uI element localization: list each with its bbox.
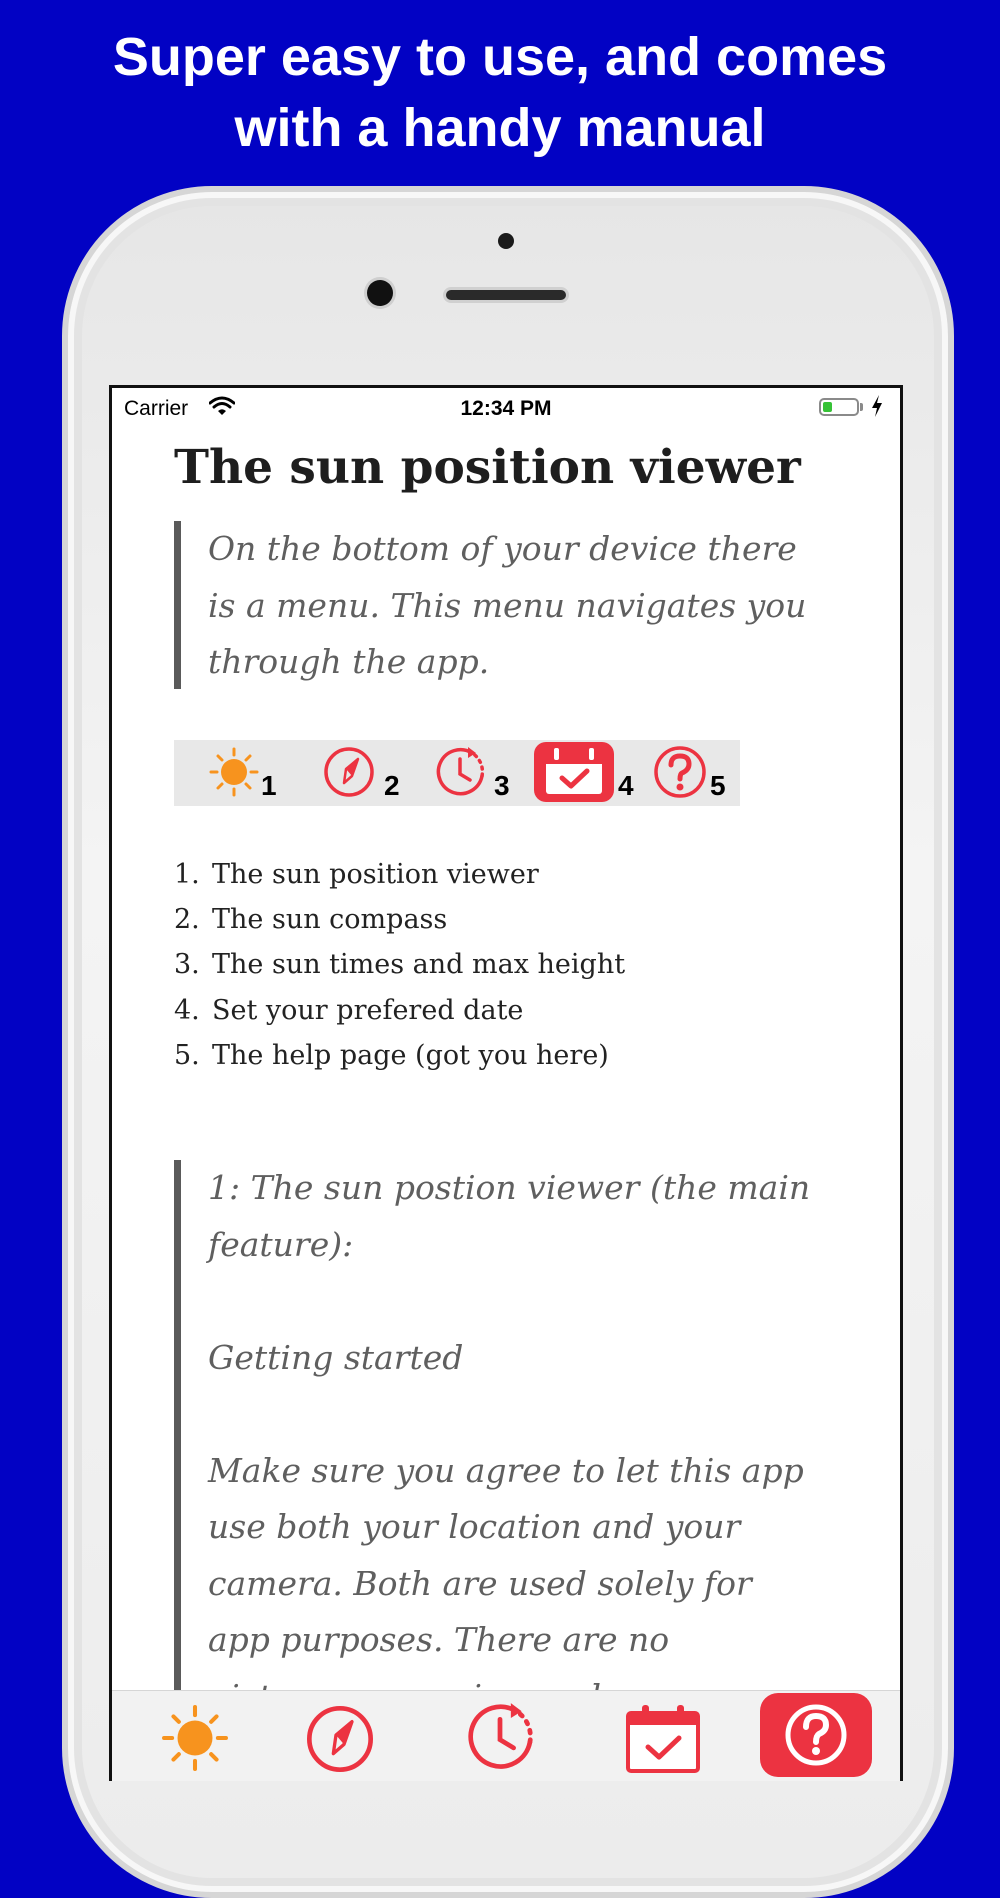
intro-quote bbox=[174, 521, 814, 689]
calendar-check-icon bbox=[534, 742, 614, 802]
calendar-check-icon bbox=[624, 1703, 702, 1775]
clock-icon bbox=[432, 744, 488, 800]
section-heading: 1: The sun postion viewer (the main feature): bbox=[208, 1168, 811, 1264]
section-body: Make sure you agree to let this app use both your location and your camera. Both are used solely for app purposes. There are no bbox=[208, 1450, 804, 1659]
battery-icon bbox=[819, 398, 859, 416]
menu-legend bbox=[174, 740, 740, 806]
sun-icon bbox=[160, 1703, 230, 1773]
help-icon bbox=[652, 744, 708, 800]
list-item: 2. The sun compass bbox=[174, 904, 448, 936]
charging-bolt-icon bbox=[870, 394, 884, 418]
legend-number: 1 bbox=[261, 770, 277, 801]
section-subheading: Getting started bbox=[208, 1337, 464, 1377]
status-time: 12:34 PM bbox=[460, 397, 552, 420]
phone-sensor bbox=[498, 233, 514, 249]
list-item: 3. The sun times and max height bbox=[174, 949, 626, 981]
legend-number: 2 bbox=[384, 770, 400, 801]
menu-steps-list bbox=[174, 852, 625, 1078]
compass-icon bbox=[322, 745, 376, 799]
battery-nub bbox=[860, 403, 863, 411]
help-icon bbox=[760, 1693, 872, 1777]
tab-sun-viewer[interactable] bbox=[160, 1697, 230, 1777]
legend-item-calendar bbox=[534, 740, 634, 806]
status-bar bbox=[112, 388, 900, 428]
phone-camera bbox=[367, 280, 393, 306]
tab-bar bbox=[112, 1690, 900, 1781]
legend-number: 4 bbox=[618, 770, 634, 801]
legend-item-clock bbox=[432, 740, 512, 806]
list-item: 4. Set your prefered date bbox=[174, 994, 524, 1026]
phone-screen bbox=[109, 385, 903, 1781]
marketing-headline bbox=[0, 22, 1000, 164]
intro-text: On the bottom of your device there is a menu. This menu navigates you through the app. bbox=[208, 529, 807, 681]
legend-number: 5 bbox=[710, 770, 726, 801]
section-quote bbox=[174, 1160, 814, 1781]
headline-line-1: Super easy to use, and comes bbox=[112, 27, 888, 87]
legend-item-help bbox=[652, 740, 737, 806]
clock-icon bbox=[462, 1699, 538, 1775]
carrier-label: Carrier bbox=[124, 397, 189, 420]
tab-sun-times[interactable] bbox=[462, 1697, 538, 1777]
headline-line-2: with a handy manual bbox=[234, 98, 766, 158]
tab-date[interactable] bbox=[624, 1697, 702, 1777]
legend-item-sun bbox=[208, 740, 278, 806]
phone-earpiece bbox=[446, 290, 566, 300]
tab-compass[interactable] bbox=[304, 1697, 376, 1777]
page-title: The sun position viewer bbox=[174, 440, 801, 495]
list-item: 5. The help page (got you here) bbox=[174, 1039, 609, 1071]
tab-help[interactable] bbox=[760, 1693, 872, 1777]
legend-number: 3 bbox=[494, 770, 510, 801]
list-item: 1. The sun position viewer bbox=[174, 859, 539, 890]
compass-icon bbox=[304, 1703, 376, 1775]
legend-item-compass bbox=[322, 740, 402, 806]
sun-icon bbox=[208, 746, 260, 798]
